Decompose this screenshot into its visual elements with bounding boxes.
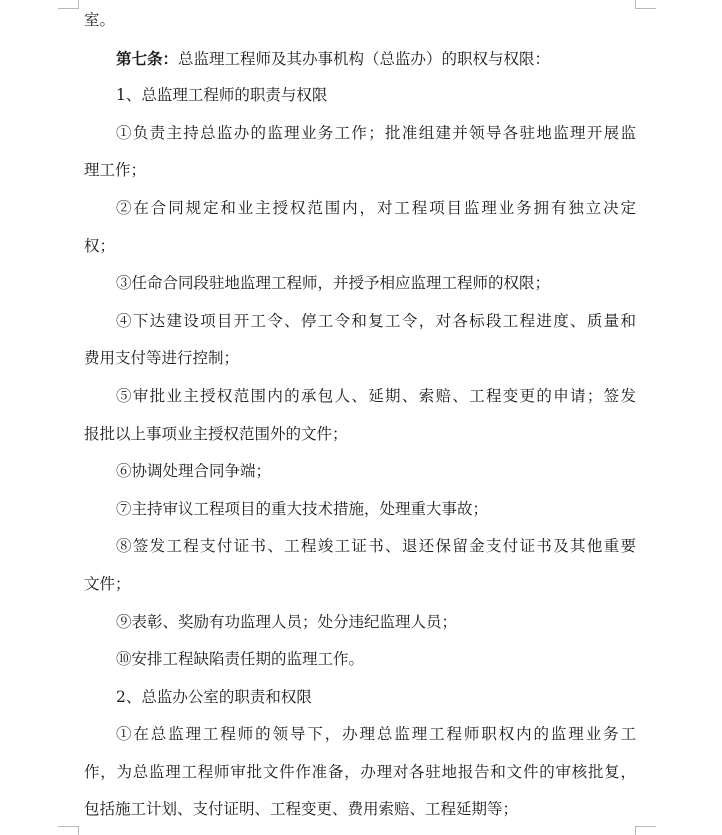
text-line <box>84 754 636 792</box>
text-line <box>84 453 636 491</box>
text-line <box>84 303 636 341</box>
text-line <box>84 40 636 78</box>
text-line <box>84 115 636 153</box>
text-line <box>84 716 636 754</box>
text-line <box>84 491 636 529</box>
line-text: 报批以上事项业主授权范围外的文件； <box>84 424 348 443</box>
text-line <box>84 228 636 266</box>
text-line <box>84 152 636 190</box>
line-text: 2、总监办公室的职责和权限 <box>116 687 312 706</box>
text-line <box>84 679 636 717</box>
line-text: ③任命合同段驻地监理工程师，并授予相应监理工程师的权限； <box>116 274 551 293</box>
text-line <box>84 416 636 454</box>
line-text: ⑧签发工程支付证书、工程竣工证书、退还保留金支付证书及其他重要 <box>116 537 636 556</box>
line-text: ⑥协调处理合同争端； <box>116 462 272 481</box>
text-line <box>84 77 636 115</box>
line-text: ⑩安排工程缺陷责任期的监理工作。 <box>116 650 365 669</box>
line-text: 权； <box>84 236 116 255</box>
text-line <box>84 528 636 566</box>
article-heading: 第七条： <box>116 48 179 68</box>
text-line <box>84 340 636 378</box>
line-text: ②在合同规定和业主授权范围内，对工程项目监理业务拥有独立决定 <box>116 198 636 217</box>
text-line <box>84 641 636 679</box>
crop-mark-bottom-right <box>635 826 656 835</box>
line-text: ⑦主持审议工程项目的重大技术措施，处理重大事故； <box>116 499 489 518</box>
line-text: 总监理工程师及其办事机构（总监办）的职权与权限： <box>178 49 551 68</box>
text-line <box>84 566 636 604</box>
text-line <box>84 190 636 228</box>
line-text: 包括施工计划、支付证明、工程变更、费用索赔、工程延期等； <box>84 800 519 819</box>
line-text: ⑤审批业主授权范围内的承包人、延期、索赔、工程变更的申请；签发 <box>116 386 636 405</box>
line-text: ⑨表彰、奖励有功监理人员；处分违纪监理人员； <box>116 612 458 631</box>
crop-mark-top-right <box>635 0 656 9</box>
line-text: 理工作； <box>84 161 147 180</box>
line-text: ④下达建设项目开工令、停工令和复工令，对各标段工程进度、质量和 <box>116 311 636 330</box>
text-line <box>84 265 636 303</box>
line-text: ①在总监理工程师的领导下，办理总监理工程师职权内的监理业务工 <box>116 725 636 744</box>
crop-mark-top-left <box>58 0 79 9</box>
text-line <box>84 791 636 829</box>
document-body <box>84 2 636 829</box>
text-line <box>84 378 636 416</box>
line-text: 文件； <box>84 574 131 593</box>
line-text: 室。 <box>84 11 116 29</box>
text-line <box>84 2 636 40</box>
line-text: 费用支付等进行控制； <box>84 349 240 368</box>
line-text: 1、总监理工程师的职责与权限 <box>116 86 328 105</box>
line-text: 作，为总监理工程师审批文件作准备，办理对各驻地报告和文件的审核批复， <box>84 762 636 781</box>
text-line <box>84 604 636 642</box>
crop-mark-bottom-left <box>58 826 79 835</box>
line-text: ①负责主持总监办的监理业务工作；批准组建并领导各驻地监理开展监 <box>116 123 636 142</box>
